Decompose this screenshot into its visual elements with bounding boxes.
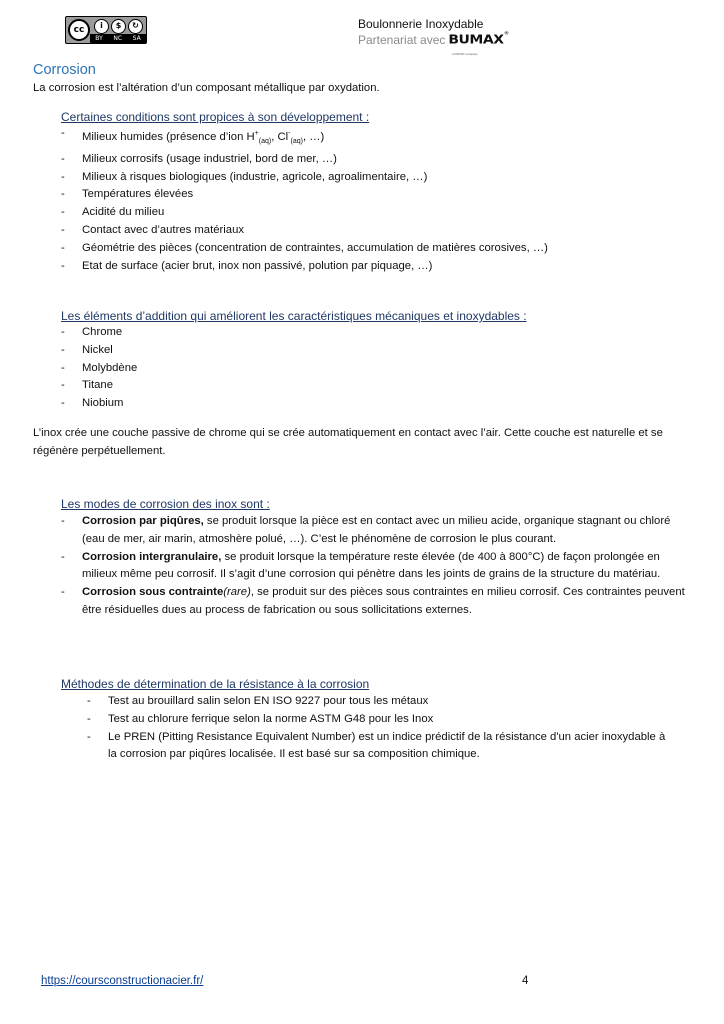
license-label-by: BY: [95, 35, 103, 42]
list-item: - Contact avec d’autres matériaux: [61, 222, 548, 240]
footer-website-link[interactable]: https://coursconstructionacier.fr/: [41, 975, 204, 987]
license-label-sa: SA: [132, 35, 141, 42]
list-item: - Test au chlorure ferrique selon la norme ASTM G48 pour les Inox: [87, 711, 667, 729]
list-item: - Nickel: [61, 342, 137, 360]
registered-mark: ®: [504, 31, 509, 37]
bumax-tagline: a FRONT company: [452, 52, 478, 56]
list-item: - Milieux humides (présence d’ion $H^+_{(aq)}$, $Cl^-_{(aq)}$, …): [61, 125, 548, 151]
list-item: - Titane: [61, 377, 137, 395]
list-item: - Corrosion sous contrainte(rare), se produit sur des pièces sous contraintes en milieu corrosif. Ces contraintes peuvent être résiduelles dues au process de fabrication ou sous sollicitations externes.: [61, 584, 691, 620]
list-item: - Milieux à risques biologiques (industrie, agricole, agroalimentaire, …): [61, 169, 548, 187]
license-label-nc: NC: [113, 35, 123, 42]
bumax-logo: BUMAX ®: [448, 31, 509, 48]
list-item: - Niobium: [61, 395, 137, 413]
list-item: - Molybdène: [61, 360, 137, 378]
list-item: - Etat de surface (acier brut, inox non passivé, polution par piquage, …): [61, 258, 548, 276]
attribution-icon: i: [94, 19, 109, 34]
modes-heading: Les modes de corrosion des inox sont :: [61, 497, 270, 511]
conditions-list: [61, 125, 548, 275]
list-item: - Corrosion par piqûres, se produit lorsque la pièce est en contact avec un milieu acide, organique stagnant ou chloré (eau de mer, air marin, atmoshère polué, …). C’est le phénomène de corrosion le plus courant.: [61, 513, 691, 549]
creative-commons-icon: cc: [68, 19, 90, 41]
section-title: Corrosion: [33, 62, 96, 78]
elements-list: [61, 324, 137, 413]
list-item: - Test au brouillard salin selon EN ISO 9227 pour tous les métaux: [87, 693, 667, 711]
document-header: [358, 17, 509, 48]
intro-paragraph: La corrosion est l’altération d’un composant métallique par oxydation.: [33, 82, 380, 94]
list-item: - Géométrie des pièces (concentration de contraintes, accumulation de matières corosives, …): [61, 240, 548, 258]
methods-heading: Méthodes de détermination de la résistance à la corrosion: [61, 677, 370, 691]
passive-layer-paragraph: L’inox crée une couche passive de chrome qui se crée automatiquement en contact avec l’air. Cette couche est naturelle et se régénère perpétuellement.: [33, 427, 663, 457]
methods-list: [87, 693, 667, 764]
list-item: - Températures élevées: [61, 186, 548, 204]
creative-commons-license-badge: [65, 16, 147, 44]
conditions-heading: Certaines conditions sont propices à son développement :: [61, 110, 370, 124]
list-item: - Le PREN (Pitting Resistance Equivalent Number) est un indice prédictif de la résistance d'un acier inoxydable à la corrosion par piqûres localisée. Il est basé sur sa composition chimique.: [87, 729, 667, 765]
header-partnership: [358, 31, 509, 48]
modes-list: [61, 513, 691, 620]
list-item: - Milieux corrosifs (usage industriel, bord de mer, …): [61, 151, 548, 169]
share-alike-icon: ↻: [128, 19, 143, 34]
page-number: 4: [522, 975, 529, 987]
header-title: Boulonnerie Inoxydable: [358, 17, 484, 31]
list-item: - Corrosion intergranulaire, se produit lorsque la température reste élevée (de 400 à 800°C) de façon prolongée en milieux même peu corrosif. Il s’agit d’une corrosion qui pénètre dans les joints de grains de la structure du matériau.: [61, 549, 691, 585]
list-item: - Acidité du milieu: [61, 204, 548, 222]
list-item: - Chrome: [61, 324, 137, 342]
elements-heading: Les éléments d’addition qui améliorent les caractéristiques mécaniques et inoxydables :: [61, 309, 527, 323]
partner-text: Partenariat avec: [358, 33, 446, 47]
non-commercial-icon: $: [111, 19, 126, 34]
